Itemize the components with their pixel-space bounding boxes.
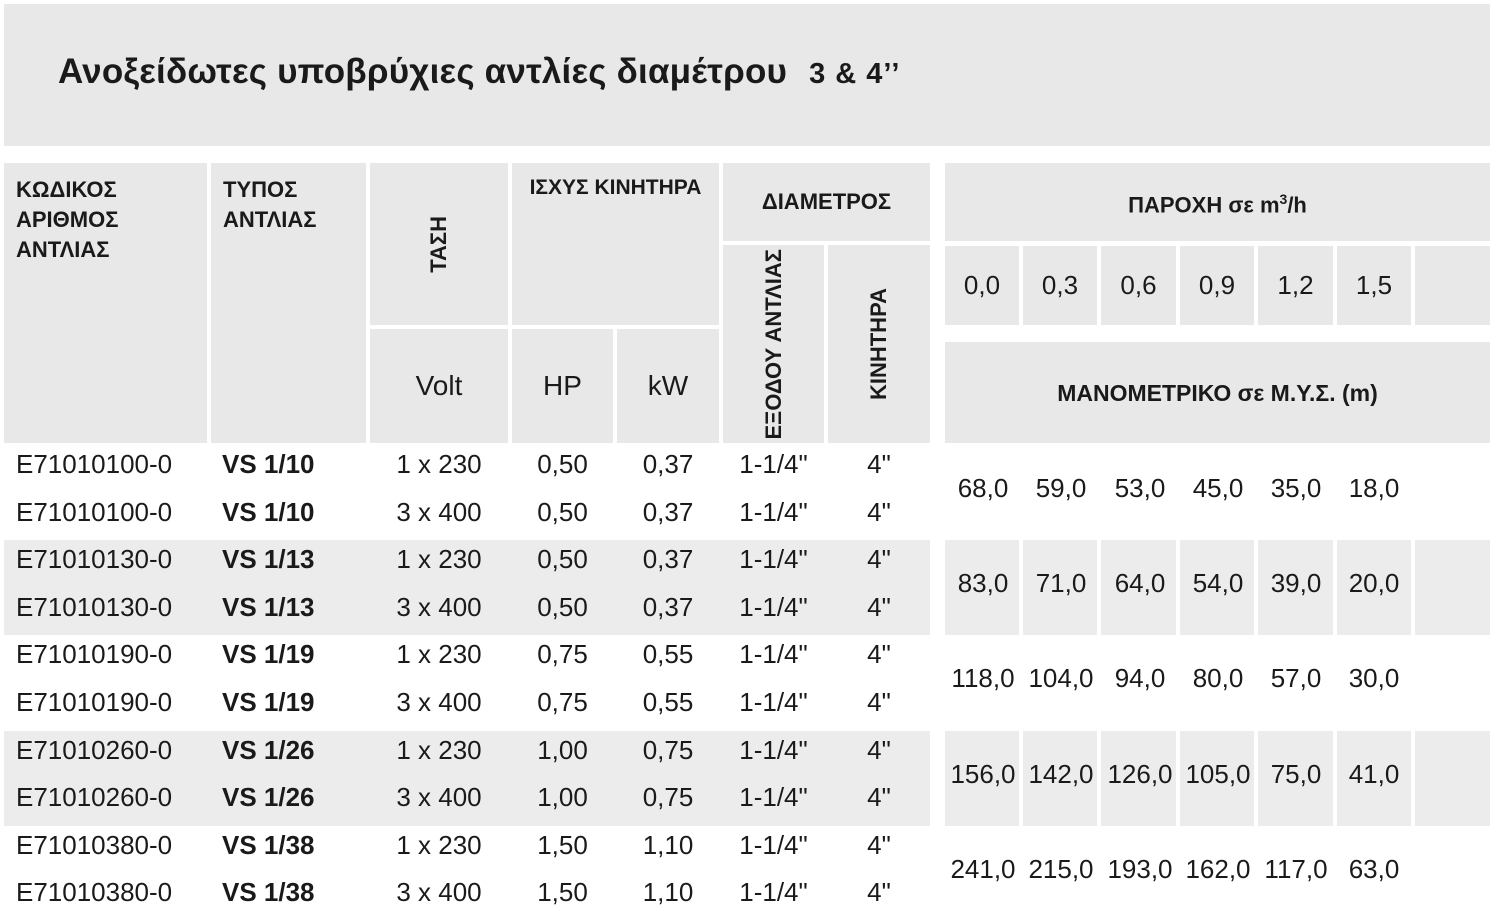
cell-hp: 0,75 [537, 687, 588, 717]
cell-voltage: 1 x 230 [396, 544, 482, 575]
cell-voltage: 1 x 230 [396, 829, 482, 860]
head-value: 39,0 [1270, 568, 1322, 599]
cell-kw: 0,75 [642, 734, 694, 765]
flow-cell [1258, 246, 1333, 325]
head-value: 142,0 [1028, 758, 1094, 789]
cell-hp: 0,50 [537, 544, 588, 575]
header-type [211, 163, 366, 443]
flow-value: 1,2 [1277, 270, 1314, 300]
head-value: 75,0 [1270, 758, 1322, 789]
motor-label: ΚΙΝΗΤΗΡΑ [866, 287, 891, 401]
head-value: 59,0 [1035, 473, 1087, 503]
head-value: 126,0 [1107, 758, 1173, 789]
cell-type: VS 1/10 [222, 496, 315, 527]
header-diameter [723, 163, 930, 241]
cell-kw: 0,55 [642, 639, 694, 670]
cell-code: E71010100-0 [16, 449, 173, 479]
page-title [58, 52, 900, 92]
head-label: ΜΑΝΟΜΕΤΡΙΚΟ σε Μ.Υ.Σ. (m) [1057, 379, 1378, 406]
cell-kw: 0,55 [642, 687, 694, 717]
cell-outlet: 1-1/4" [739, 449, 808, 479]
cell-type: VS 1/13 [222, 591, 315, 622]
cell-motor: 4" [867, 782, 891, 813]
title-size: 3 & 4’’ [809, 58, 901, 90]
cell-type: VS 1/26 [222, 734, 315, 765]
header-code-line: ΑΡΙΘΜΟΣ [16, 207, 119, 232]
hp-unit-label: HP [543, 370, 582, 401]
header-power-kw [617, 329, 719, 443]
cell-voltage: 3 x 400 [396, 591, 482, 622]
head-value: 215,0 [1028, 853, 1094, 884]
head-value: 41,0 [1348, 758, 1400, 789]
kw-unit-label: kW [647, 370, 689, 401]
head-value: 71,0 [1035, 568, 1087, 599]
header-diameter-outlet [723, 245, 824, 443]
cell-type: VS 1/38 [222, 877, 315, 908]
cell-motor: 4" [867, 639, 891, 670]
header-power [512, 163, 719, 325]
cell-hp: 0,50 [537, 496, 588, 527]
cell-kw: 0,37 [642, 591, 694, 622]
cell-voltage: 3 x 400 [396, 782, 482, 813]
cell-type: VS 1/19 [222, 639, 315, 670]
head-value: 241,0 [950, 853, 1016, 884]
outlet-label: ΕΞΟΔΟΥ ΑΝΤΛΙΑΣ [760, 248, 786, 440]
flow-value: 0,0 [963, 270, 1001, 300]
head-value: 30,0 [1348, 663, 1400, 694]
head-value: 94,0 [1114, 663, 1166, 694]
cell-code: E71010260-0 [16, 782, 173, 813]
cell-motor: 4" [867, 734, 891, 765]
cell-kw: 0,37 [642, 449, 694, 479]
cell-motor: 4" [867, 449, 891, 479]
flow-value: 1,5 [1355, 270, 1393, 300]
head-value: 156,0 [950, 758, 1016, 789]
cell-kw: 0,37 [642, 544, 694, 575]
head-value: 53,0 [1114, 473, 1166, 503]
head-value: 35,0 [1270, 473, 1322, 503]
cell-code: E71010380-0 [16, 829, 173, 860]
header-type-line: ΑΝΤΛΙΑΣ [223, 207, 317, 232]
cell-motor: 4" [867, 496, 891, 527]
head-value: 193,0 [1107, 853, 1173, 884]
head-value: 20,0 [1348, 568, 1400, 599]
cell-hp: 1,00 [537, 782, 588, 813]
flow-cell [1180, 246, 1254, 325]
cell-hp: 1,50 [537, 877, 588, 908]
flow-label [1128, 184, 1307, 220]
cell-voltage: 3 x 400 [396, 496, 482, 527]
cell-hp: 1,00 [537, 734, 588, 765]
header-diameter-motor [828, 245, 930, 443]
head-value: 63,0 [1348, 853, 1400, 884]
head-value: 45,0 [1192, 473, 1244, 503]
cell-outlet: 1-1/4" [739, 877, 808, 908]
title-text: Ανοξείδωτες υποβρύχιες αντλίες διαμέτρου [58, 52, 788, 91]
cell-motor: 4" [867, 687, 891, 717]
voltage-unit-label: Volt [415, 370, 463, 401]
head-value: 117,0 [1264, 853, 1328, 884]
flow-value: 0,6 [1120, 270, 1157, 300]
head-value: 54,0 [1192, 568, 1244, 599]
cell-type: VS 1/26 [222, 782, 315, 813]
cell-code: E71010130-0 [16, 591, 173, 622]
cell-outlet: 1-1/4" [739, 782, 808, 813]
cell-type: VS 1/10 [222, 449, 315, 479]
cell-motor: 4" [867, 877, 891, 908]
cell-motor: 4" [867, 591, 891, 622]
header-diameter-label: ΔΙΑΜΕΤΡΟΣ [761, 189, 892, 214]
head-value: 104,0 [1028, 663, 1094, 694]
cell-outlet: 1-1/4" [739, 639, 808, 670]
flow-value: 0,3 [1041, 270, 1079, 300]
cell-code: E71010190-0 [16, 687, 173, 717]
cell-code: E71010130-0 [16, 544, 173, 575]
cell-voltage: 1 x 230 [396, 734, 482, 765]
head-value: 162,0 [1185, 853, 1251, 884]
flow-value: 0,9 [1198, 270, 1236, 300]
header-voltage [370, 163, 508, 325]
cell-code: E71010100-0 [16, 496, 173, 527]
cell-hp: 0,50 [537, 591, 588, 622]
header-head [945, 342, 1490, 443]
cell-motor: 4" [867, 829, 891, 860]
head-value: 18,0 [1348, 473, 1400, 503]
cell-kw: 1,10 [642, 877, 694, 908]
cell-outlet: 1-1/4" [739, 496, 808, 527]
head-value: 105,0 [1185, 758, 1251, 789]
header-voltage-label: ΤΑΣΗ [426, 215, 451, 273]
cell-hp: 0,75 [537, 639, 588, 670]
flow-cell [1101, 246, 1176, 325]
cell-outlet: 1-1/4" [739, 591, 808, 622]
head-value: 57,0 [1270, 663, 1322, 694]
cell-type: VS 1/38 [222, 829, 315, 860]
head-value: 83,0 [957, 568, 1009, 599]
flow-prefix: ΠΑΡΟΧΗ σε m [1128, 192, 1280, 218]
header-voltage-unit [370, 329, 508, 443]
flow-sup: 3 [1279, 190, 1288, 207]
cell-outlet: 1-1/4" [739, 829, 808, 860]
header-code-line: ΑΝΤΛΙΑΣ [16, 237, 110, 262]
cell-kw: 0,75 [642, 782, 694, 813]
cell-code: E71010380-0 [16, 877, 173, 908]
cell-outlet: 1-1/4" [739, 734, 808, 765]
cell-code: E71010190-0 [16, 639, 173, 670]
cell-voltage: 3 x 400 [396, 687, 482, 717]
header-code-line: ΚΩΔΙΚΟΣ [16, 177, 117, 202]
cell-outlet: 1-1/4" [739, 544, 808, 575]
head-value: 80,0 [1192, 663, 1244, 694]
flow-cell-empty [1415, 246, 1490, 325]
head-value: 64,0 [1114, 568, 1166, 599]
flow-cell [945, 246, 1019, 325]
cell-voltage: 1 x 230 [396, 449, 482, 479]
head-value: 68,0 [957, 473, 1009, 503]
header-power-hp [512, 329, 613, 443]
cell-type: VS 1/19 [222, 687, 315, 717]
cell-voltage: 1 x 230 [396, 639, 482, 670]
cell-voltage: 3 x 400 [396, 877, 482, 908]
cell-outlet: 1-1/4" [739, 687, 808, 717]
cell-motor: 4" [867, 544, 891, 575]
header-flow [945, 163, 1490, 241]
flow-cell [1023, 246, 1097, 325]
flow-cell [1337, 246, 1411, 325]
flow-suffix: /h [1287, 192, 1307, 218]
cell-hp: 1,50 [537, 829, 588, 860]
cell-hp: 0,50 [537, 449, 588, 479]
cell-type: VS 1/13 [222, 544, 315, 575]
header-code [4, 163, 207, 443]
cell-code: E71010260-0 [16, 734, 173, 765]
header-type-line: ΤΥΠΟΣ [223, 177, 298, 202]
cell-kw: 0,37 [642, 496, 694, 527]
header-power-label: ΙΣΧΥΣ ΚΙΝΗΤΗΡΑ [529, 176, 702, 199]
head-value: 118,0 [951, 663, 1015, 694]
cell-kw: 1,10 [642, 829, 694, 860]
